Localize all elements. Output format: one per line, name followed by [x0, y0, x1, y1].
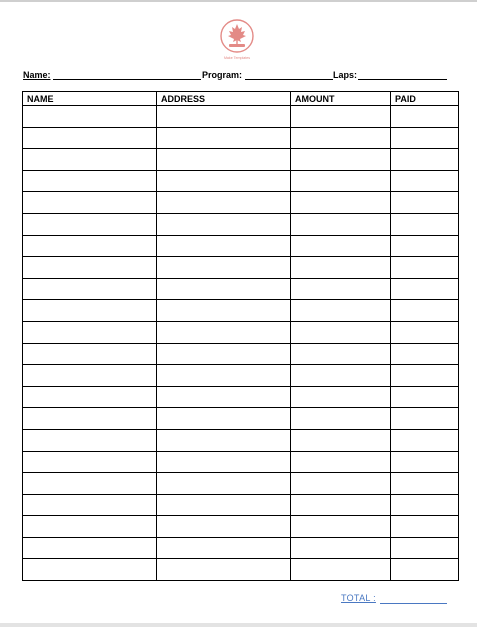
amount-cell[interactable] [291, 516, 391, 538]
table-row [23, 473, 459, 495]
paid-cell[interactable] [391, 257, 459, 279]
address-cell[interactable] [157, 300, 291, 322]
amount-cell[interactable] [291, 213, 391, 235]
amount-cell[interactable] [291, 127, 391, 149]
paid-cell[interactable] [391, 127, 459, 149]
table-row [23, 451, 459, 473]
name-cell[interactable] [23, 192, 157, 214]
column-header-amount: AMOUNT [291, 92, 391, 106]
table-row [23, 106, 459, 128]
address-cell[interactable] [157, 192, 291, 214]
program-label: Program: [202, 70, 243, 80]
laps-blank-line [358, 79, 447, 80]
table-row [23, 300, 459, 322]
table-row [23, 386, 459, 408]
table-row [23, 516, 459, 538]
table-row [23, 127, 459, 149]
top-rule [0, 0, 477, 2]
amount-cell[interactable] [291, 494, 391, 516]
amount-cell[interactable] [291, 343, 391, 365]
amount-cell[interactable] [291, 537, 391, 559]
table-row [23, 537, 459, 559]
amount-cell[interactable] [291, 106, 391, 128]
entry-table [22, 91, 459, 581]
paid-cell[interactable] [391, 278, 459, 300]
name-cell[interactable] [23, 278, 157, 300]
column-header-paid: PAID [391, 92, 459, 106]
name-cell[interactable] [23, 321, 157, 343]
paid-cell[interactable] [391, 365, 459, 387]
header-fields [23, 69, 447, 83]
total-label: TOTAL : [341, 593, 376, 603]
address-cell[interactable] [157, 213, 291, 235]
name-cell[interactable] [23, 365, 157, 387]
name-cell[interactable] [23, 451, 157, 473]
paid-cell[interactable] [391, 235, 459, 257]
column-header-name: NAME [23, 92, 157, 106]
amount-cell[interactable] [291, 278, 391, 300]
paid-cell[interactable] [391, 300, 459, 322]
amount-cell[interactable] [291, 559, 391, 581]
name-cell[interactable] [23, 494, 157, 516]
maple-leaf-logo-icon [217, 18, 257, 62]
table-row [23, 192, 459, 214]
table-row [23, 365, 459, 387]
table-row [23, 257, 459, 279]
paid-cell[interactable] [391, 192, 459, 214]
name-cell[interactable] [23, 408, 157, 430]
paid-cell[interactable] [391, 408, 459, 430]
address-cell[interactable] [157, 170, 291, 192]
address-cell[interactable] [157, 429, 291, 451]
name-cell[interactable] [23, 343, 157, 365]
paid-cell[interactable] [391, 429, 459, 451]
name-cell[interactable] [23, 257, 157, 279]
paid-cell[interactable] [391, 343, 459, 365]
address-cell[interactable] [157, 451, 291, 473]
paid-cell[interactable] [391, 170, 459, 192]
total-blank-line [380, 603, 447, 604]
bottom-rule [0, 623, 477, 627]
amount-cell[interactable] [291, 235, 391, 257]
paid-cell[interactable] [391, 516, 459, 538]
amount-cell[interactable] [291, 321, 391, 343]
address-cell[interactable] [157, 408, 291, 430]
amount-cell[interactable] [291, 473, 391, 495]
table-row [23, 408, 459, 430]
table-row [23, 278, 459, 300]
table-row [23, 343, 459, 365]
table-row [23, 235, 459, 257]
name-cell[interactable] [23, 106, 157, 128]
address-cell[interactable] [157, 149, 291, 171]
address-cell[interactable] [157, 473, 291, 495]
name-cell[interactable] [23, 149, 157, 171]
name-label: Name: [23, 70, 51, 80]
address-cell[interactable] [157, 559, 291, 581]
amount-cell[interactable] [291, 386, 391, 408]
address-cell[interactable] [157, 321, 291, 343]
address-cell[interactable] [157, 537, 291, 559]
amount-cell[interactable] [291, 192, 391, 214]
paid-cell[interactable] [391, 106, 459, 128]
address-cell[interactable] [157, 365, 291, 387]
amount-cell[interactable] [291, 451, 391, 473]
name-cell[interactable] [23, 300, 157, 322]
amount-cell[interactable] [291, 300, 391, 322]
address-cell[interactable] [157, 386, 291, 408]
paid-cell[interactable] [391, 451, 459, 473]
table-row [23, 429, 459, 451]
program-blank-line [245, 79, 333, 80]
name-cell[interactable] [23, 516, 157, 538]
paid-cell[interactable] [391, 494, 459, 516]
paid-cell[interactable] [391, 213, 459, 235]
address-cell[interactable] [157, 494, 291, 516]
address-cell[interactable] [157, 257, 291, 279]
name-cell[interactable] [23, 235, 157, 257]
address-cell[interactable] [157, 343, 291, 365]
table-body [23, 106, 459, 581]
table-row [23, 321, 459, 343]
name-cell[interactable] [23, 473, 157, 495]
paid-cell[interactable] [391, 537, 459, 559]
table-row [23, 149, 459, 171]
name-cell[interactable] [23, 127, 157, 149]
address-cell[interactable] [157, 127, 291, 149]
logo-caption: Make Templates [223, 56, 251, 60]
name-blank-line [53, 79, 201, 80]
address-cell[interactable] [157, 235, 291, 257]
column-header-address: ADDRESS [157, 92, 291, 106]
address-cell[interactable] [157, 106, 291, 128]
paid-cell[interactable] [391, 149, 459, 171]
name-cell[interactable] [23, 213, 157, 235]
paid-cell[interactable] [391, 559, 459, 581]
paid-cell[interactable] [391, 473, 459, 495]
address-cell[interactable] [157, 278, 291, 300]
table-row [23, 494, 459, 516]
address-cell[interactable] [157, 516, 291, 538]
laps-label: Laps: [333, 70, 358, 80]
amount-cell[interactable] [291, 170, 391, 192]
name-cell[interactable] [23, 429, 157, 451]
amount-cell[interactable] [291, 365, 391, 387]
paid-cell[interactable] [391, 386, 459, 408]
amount-cell[interactable] [291, 429, 391, 451]
name-cell[interactable] [23, 537, 157, 559]
amount-cell[interactable] [291, 257, 391, 279]
table-row [23, 213, 459, 235]
name-cell[interactable] [23, 170, 157, 192]
name-cell[interactable] [23, 559, 157, 581]
table-row [23, 559, 459, 581]
table-row [23, 170, 459, 192]
amount-cell[interactable] [291, 149, 391, 171]
name-cell[interactable] [23, 386, 157, 408]
table-header-row [23, 92, 459, 106]
amount-cell[interactable] [291, 408, 391, 430]
paid-cell[interactable] [391, 321, 459, 343]
